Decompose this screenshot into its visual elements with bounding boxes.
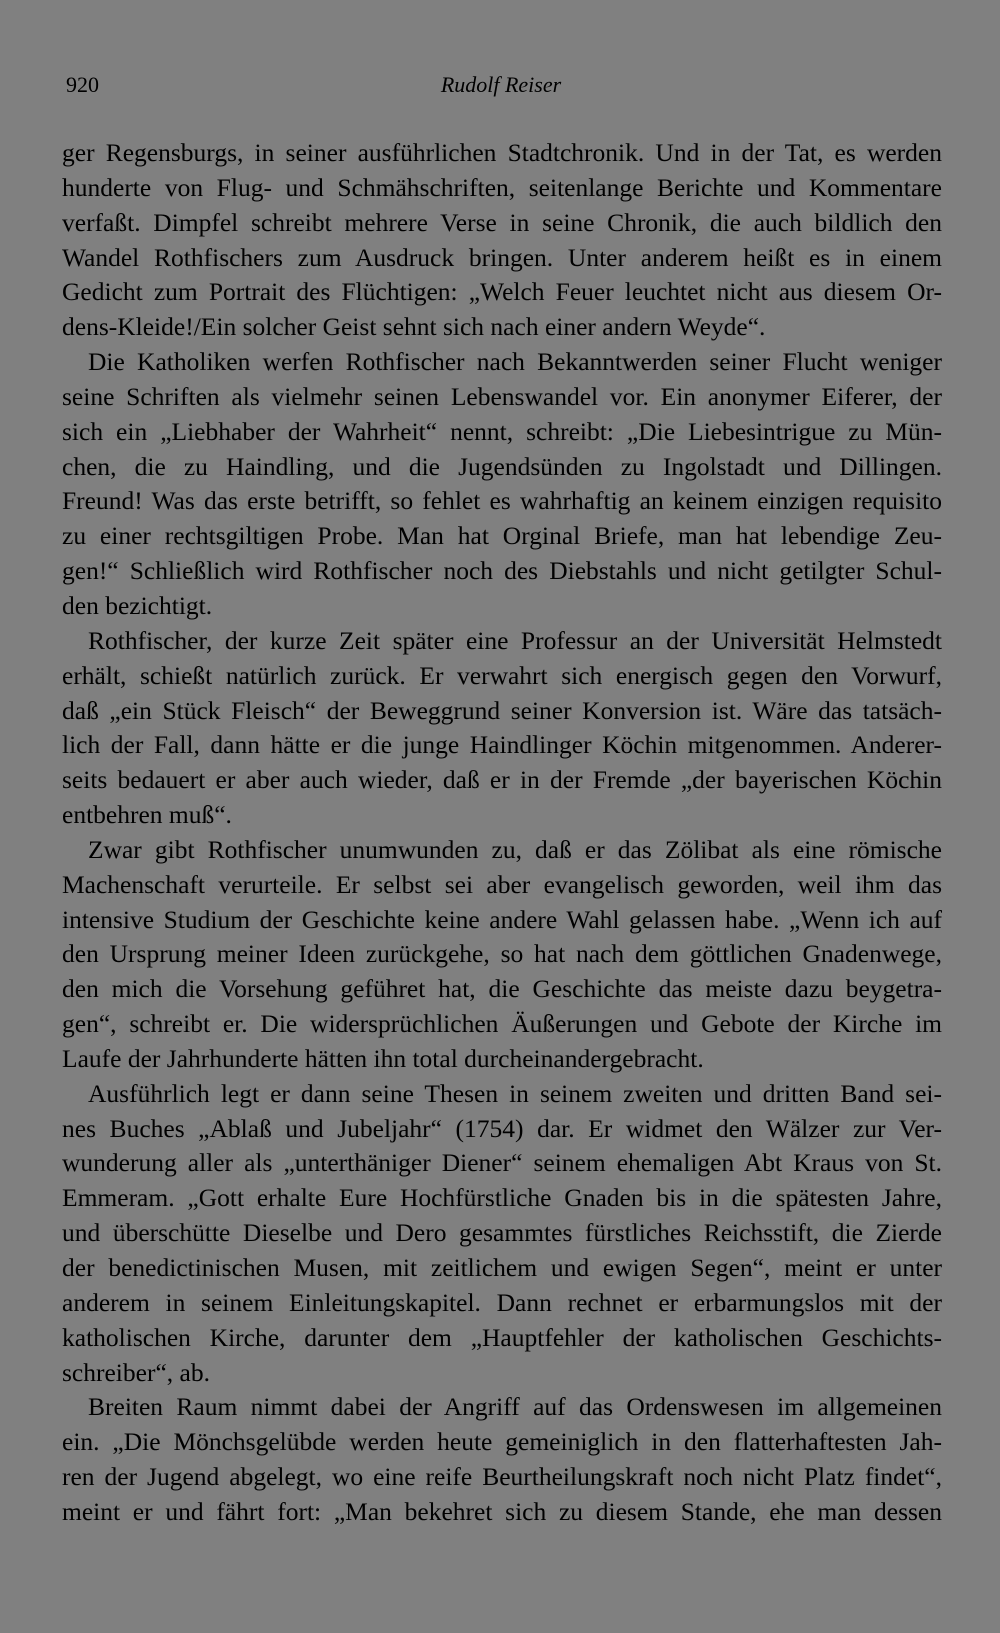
text-line: Laufe der Jahrhunderte hätten ihn total durcheinandergebracht.	[62, 1043, 704, 1073]
text-line: Gedicht zum Portrait des Flüchtigen: „Welch Feuer leuchtet nicht aus diesem Or-	[62, 277, 942, 307]
text-line: seine Schriften als vielmehr seinen Lebenswandel vor. Ein anonymer Eiferer, der	[62, 381, 942, 411]
text-line: daß „ein Stück Fleisch“ der Beweggrund seiner Konversion ist. Wäre das tatsäch-	[62, 695, 942, 725]
text-line: den mich die Vorsehung geführet hat, die Geschichte das meiste dazu beygetra-	[62, 974, 942, 1004]
text-line: hunderte von Flug- und Schmähschriften, seitenlange Berichte und Kommentare	[62, 172, 942, 202]
text-line: der benedictinischen Musen, mit zeitlichem und ewigen Segen“, meint er unter	[62, 1253, 942, 1282]
text-line: Wandel Rothfischers zum Ausdruck bringen. Unter anderem heißt es in einem	[62, 242, 942, 272]
text-line: gen!“ Schließlich wird Rothfischer noch des Diebstahls und nicht getilgter Schul-	[62, 556, 942, 586]
text-line: meint er und fährt fort: „Man bekehret sich zu diesem Stande, ehe man dessen	[62, 1496, 942, 1526]
text-line: entbehren muß“.	[62, 800, 232, 830]
text-line: chen, die zu Haindling, und die Jugendsünden zu Ingolstadt und Dillingen.	[62, 451, 942, 481]
page-number: 920	[66, 72, 99, 97]
text-line: Die Katholiken werfen Rothfischer nach Bekanntwerden seiner Flucht weniger	[88, 347, 942, 377]
text-line: zu einer rechtsgiltigen Probe. Man hat Orginal Briefe, man hat lebendige Zeu-	[62, 521, 942, 551]
text-line: ger Regensburgs, in seiner ausführlichen Stadtchronik. Und in der Tat, es werden	[62, 138, 942, 167]
text-line: schreiber“, ab.	[62, 1357, 210, 1387]
text-line: nes Buches „Ablaß und Jubeljahr“ (1754) dar. Er widmet den Wälzer zur Ver-	[62, 1113, 942, 1143]
text-line: Emmeram. „Gott erhalte Eure Hochfürstliche Gnaden bis in die spätesten Jahre,	[62, 1183, 942, 1213]
text-line: Ausführlich legt er dann seine Thesen in seinem zweiten und dritten Band sei-	[88, 1078, 942, 1108]
text-line: dens-Kleide!/Ein solcher Geist sehnt sich nach einer andern Weyde“.	[62, 312, 766, 342]
text-line: anderem in seinem Einleitungskapitel. Dann rechnet er erbarmungslos mit der	[62, 1287, 942, 1317]
text-line: erhält, schießt natürlich zurück. Er verwahrt sich energisch gegen den Vorwurf,	[62, 660, 942, 690]
text-line: lich der Fall, dann hätte er die junge Haindlinger Köchin mitgenommen. Anderer-	[62, 730, 942, 760]
text-line: Zwar gibt Rothfischer unumwunden zu, daß er das Zölibat als eine römische	[88, 834, 942, 864]
text-line: den bezichtigt.	[62, 590, 213, 620]
running-head: Rudolf Reiser	[440, 72, 562, 97]
text-line: ren der Jugend abgelegt, wo eine reife Beurtheilungskraft noch nicht Platz findet“,	[62, 1462, 942, 1492]
text-line: ein. „Die Mönchsgelübde werden heute gemeiniglich in den flatterhaftesten Jah-	[62, 1427, 942, 1457]
text-line: gen“, schreibt er. Die widersprüchlichen Äußerungen und Gebote der Kirche im	[62, 1009, 942, 1039]
text-line: seits bedauert er aber auch wieder, daß er in der Fremde „der bayerischen Köchin	[62, 765, 942, 795]
text-line: katholischen Kirche, darunter dem „Hauptfehler der katholischen Geschichts-	[62, 1322, 942, 1352]
body-text	[62, 136, 942, 1530]
text-line: Machenschaft verurteile. Er selbst sei aber evangelisch geworden, weil ihm das	[62, 869, 942, 899]
text-line: sich ein „Liebhaber der Wahrheit“ nennt, schreibt: „Die Liebesintrigue zu Mün-	[62, 416, 942, 446]
text-line: Freund! Was das erste betrifft, so fehlet es wahrhaftig an keinem einzigen requisito	[62, 486, 942, 516]
text-line: Rothfischer, der kurze Zeit später eine Professur an der Universität Helmstedt	[88, 625, 942, 655]
text-line: und überschütte Dieselbe und Dero gesammtes fürstliches Reichsstift, die Zierde	[62, 1218, 942, 1248]
text-line: intensive Studium der Geschichte keine andere Wahl gelassen habe. „Wenn ich auf	[62, 904, 942, 934]
text-line: wunderung aller als „unterthäniger Diener“ seinem ehemaligen Abt Kraus von St.	[62, 1148, 942, 1178]
text-line: den Ursprung meiner Ideen zurückgehe, so hat nach dem göttlichen Gnadenwege,	[62, 939, 942, 969]
page-header	[66, 72, 936, 104]
text-line: Breiten Raum nimmt dabei der Angriff auf das Ordenswesen im allgemeinen	[88, 1392, 942, 1422]
text-line: verfaßt. Dimpfel schreibt mehrere Verse in seine Chronik, die auch bildlich den	[62, 207, 942, 237]
